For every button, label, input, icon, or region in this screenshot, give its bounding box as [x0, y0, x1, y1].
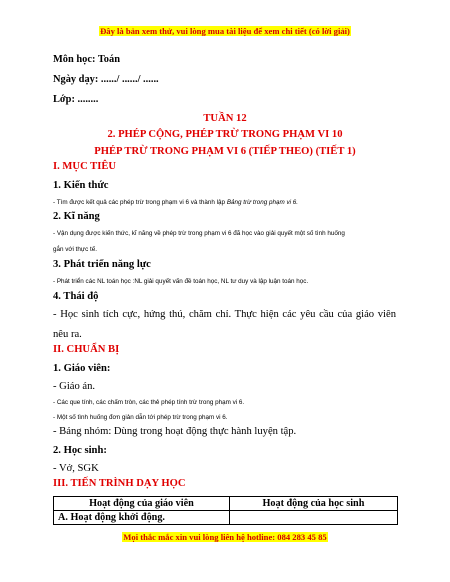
preview-banner: Đây là bản xem thử, vui lòng mua tài liệu để xem chi tiết (có lời giải)	[100, 26, 350, 36]
objectives-heading: I. MỤC TIÊU	[53, 161, 117, 172]
process-heading: III. TIẾN TRÌNH DẠY HỌC	[53, 478, 186, 489]
table-header-teacher: Hoạt động của giáo viên	[54, 497, 230, 511]
teacher-item-2: - Các que tính, các chấm tròn, các thẻ phép tính trừ trong phạm vi 6.	[53, 399, 245, 406]
teacher-heading: 1. Giáo viên:	[53, 363, 111, 374]
competence-text: - Phát triển các NL toán học :NL giải quyết vấn đề toán học, NL tư duy và lập luận toán học.	[53, 278, 309, 285]
competence-heading: 3. Phát triển năng lực	[53, 259, 151, 270]
class-line: Lớp: ........	[53, 94, 99, 105]
teacher-item-1: - Giáo án.	[53, 381, 96, 392]
teacher-item-3: - Một số tình huống đơn giản dẫn tới phép trừ trong phạm vi 6.	[53, 414, 228, 421]
attitude-heading: 4. Thái độ	[53, 291, 99, 302]
knowledge-heading: 1. Kiến thức	[53, 180, 109, 191]
student-heading: 2. Học sinh:	[53, 445, 107, 456]
skills-text-line2: gắn với thực tế.	[53, 246, 98, 253]
skills-heading: 2. Kĩ năng	[53, 211, 100, 222]
hotline-banner: Mọi thắc mắc xin vui lòng liên hệ hotline: 084 283 45 85	[123, 532, 327, 542]
week-heading: TUẦN 12	[203, 113, 247, 124]
attitude-text: - Học sinh tích cực, hứng thú, chăm chỉ. Thực hiện các yêu cầu của giáo viên nêu ra.	[53, 309, 396, 340]
table-row	[54, 511, 398, 525]
table-header-student: Hoạt động của học sinh	[229, 497, 397, 511]
lesson-subtitle: PHÉP TRỪ TRONG PHẠM VI 6 (TIẾP THEO) (TIẾT 1)	[94, 146, 356, 157]
teacher-item-4: - Bảng nhóm: Dùng trong hoạt động thực hành luyện tập.	[53, 426, 297, 437]
knowledge-text: - Tìm được kết quả các phép trừ trong phạm vi 6 và thành lập Bảng trừ trong phạm vi 6.	[53, 199, 299, 206]
date-line: Ngày dạy: ....../ ....../ ......	[53, 74, 159, 85]
table-cell	[229, 511, 397, 525]
activity-table	[53, 496, 398, 525]
skills-text-line1: - Vận dụng được kiến thức, kĩ năng về phép trừ trong phạm vi 6 đã học vào giải quyết một số tình huống	[53, 230, 345, 237]
student-item-1: - Vở, SGK	[53, 463, 99, 474]
table-header-row	[54, 497, 398, 511]
table-cell: A. Hoạt động khởi động.	[54, 511, 230, 525]
lesson-title: 2. PHÉP CỘNG, PHÉP TRỪ TRONG PHẠM VI 10	[107, 129, 343, 140]
subject-line: Môn học: Toán	[53, 54, 120, 65]
preparation-heading: II. CHUẨN BỊ	[53, 344, 120, 355]
